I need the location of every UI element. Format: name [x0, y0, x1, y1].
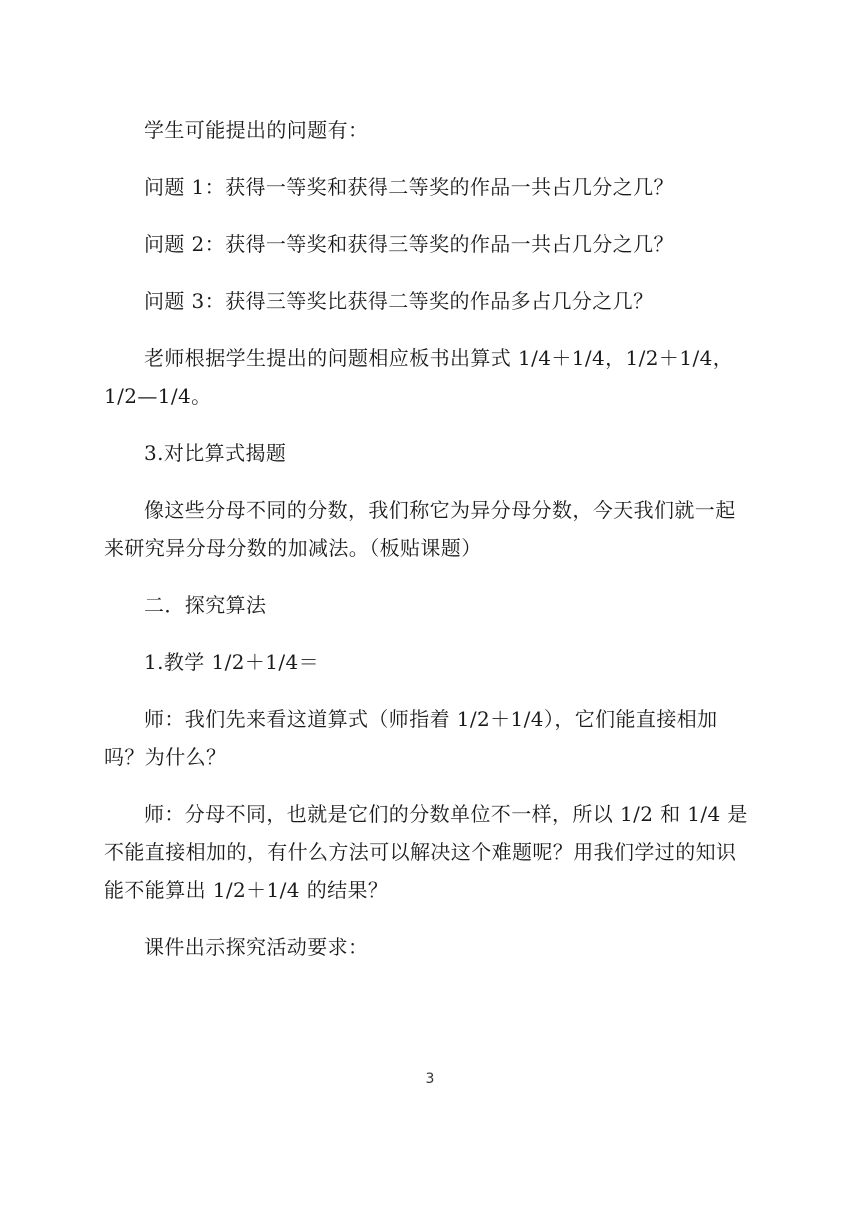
paragraph: 像这些分母不同的分数，我们称它为异分母分数，今天我们就一起来研究异分母分数的加减法。（板贴课题）: [104, 498, 736, 560]
page-number: 3: [425, 1071, 435, 1087]
section-heading: 二．探究算法: [144, 593, 267, 617]
section-heading: 1.教学 1/2＋1/4＝: [144, 650, 320, 674]
paragraph: 问题 1：获得一等奖和获得二等奖的作品一共占几分之几？: [144, 175, 674, 199]
paragraph: 师：分母不同，也就是它们的分数单位不一样，所以 1/2 和 1/4 是不能直接相加的，有什么方法可以解决这个难题呢？用我们学过的知识能不能算出 1/2＋1/4 的结果？: [104, 802, 748, 902]
paragraph: 老师根据学生提出的问题相应板书出算式 1/4＋1/4，1/2＋1/4，1/2—1/4。: [104, 346, 734, 408]
paragraph: 课件出示探究活动要求：: [144, 935, 369, 959]
paragraph: 问题 3：获得三等奖比获得二等奖的作品多占几分之几？: [144, 289, 654, 313]
document-body: [104, 111, 754, 985]
section-heading: 3.对比算式揭题: [144, 441, 287, 465]
paragraph: 问题 2：获得一等奖和获得三等奖的作品一共占几分之几？: [144, 232, 674, 256]
paragraph: 学生可能提出的问题有：: [144, 118, 369, 142]
paragraph: 师：我们先来看这道算式（师指着 1/2＋1/4），它们能直接相加吗？为什么？: [104, 707, 718, 769]
